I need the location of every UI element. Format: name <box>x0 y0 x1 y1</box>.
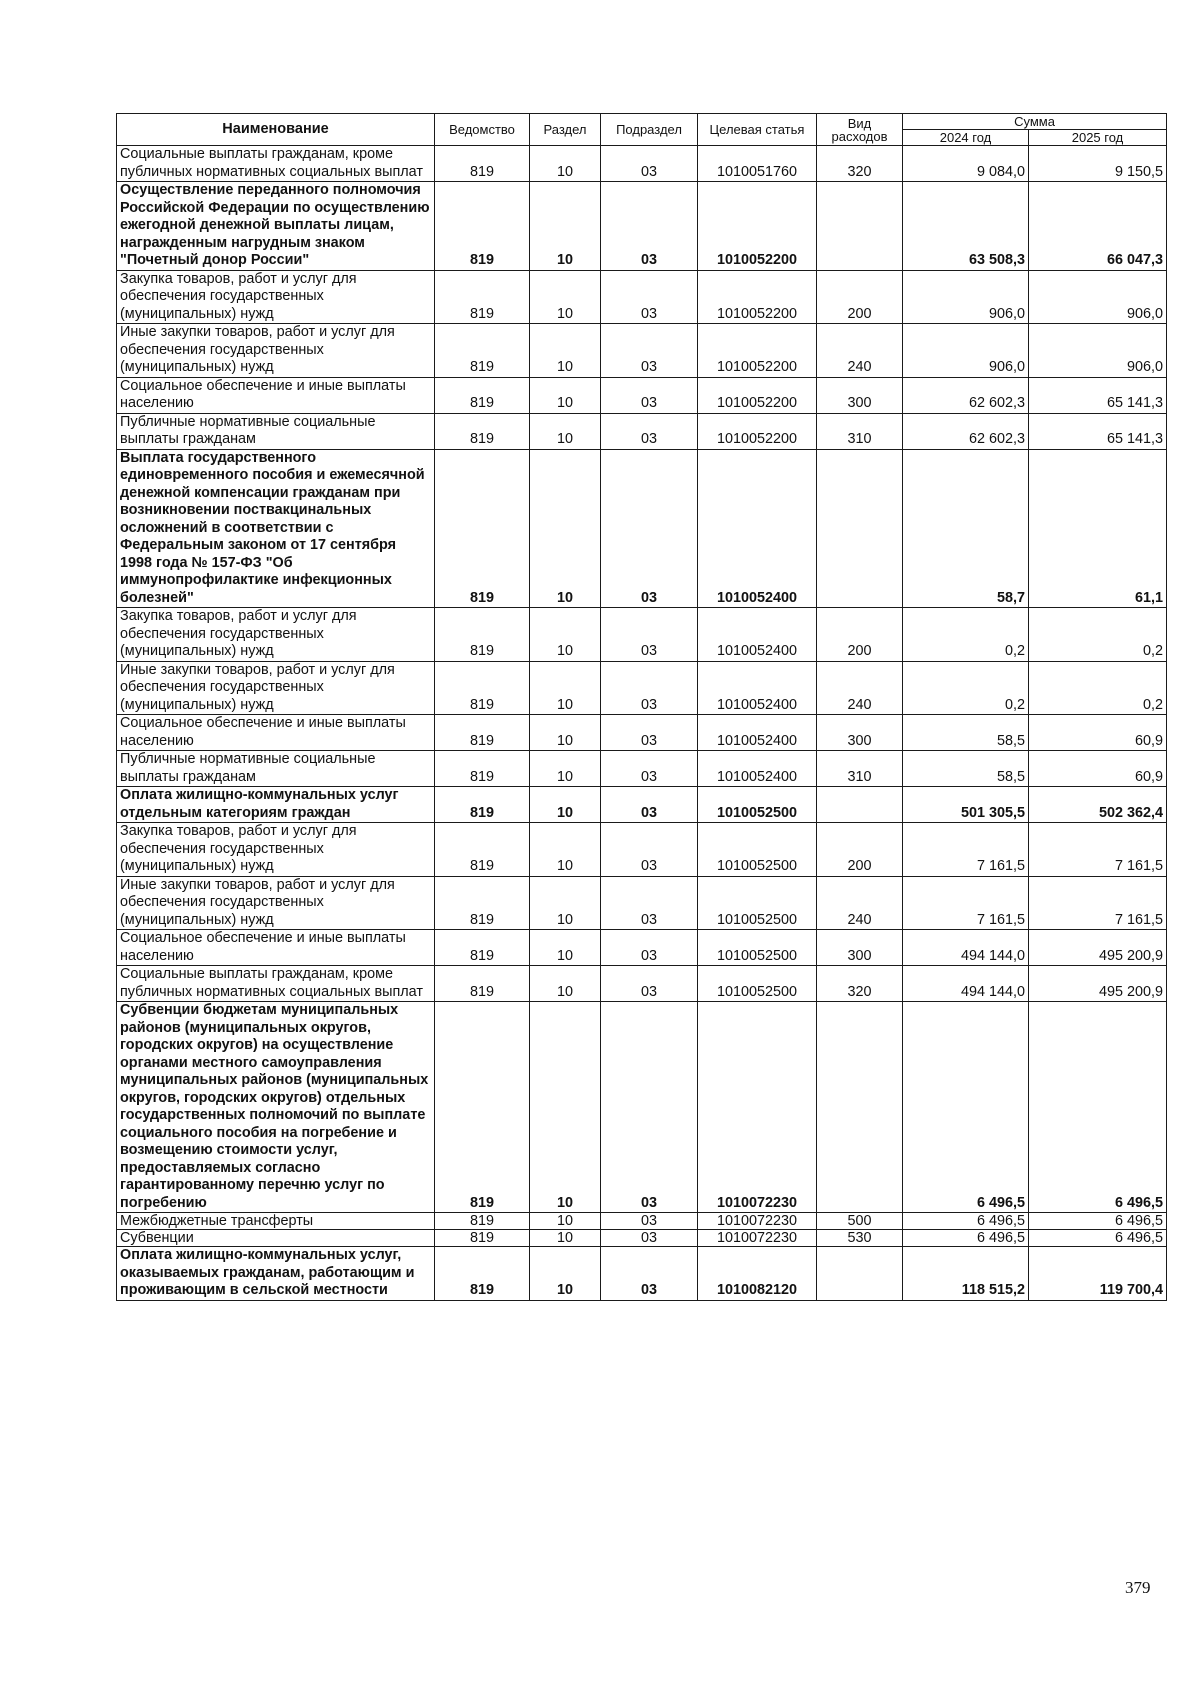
row-sum-2025: 495 200,9 <box>1029 966 1167 1002</box>
row-razdel: 10 <box>530 324 601 378</box>
row-name: Закупка товаров, работ и услуг для обеспечения государственных (муниципальных) нужд <box>117 608 435 662</box>
row-sum-2024: 62 602,3 <box>903 377 1029 413</box>
row-vedomstvo: 819 <box>435 823 530 877</box>
row-name: Социальное обеспечение и иные выплаты населению <box>117 930 435 966</box>
row-podrazdel: 03 <box>601 715 698 751</box>
row-celevaya-statya: 1010052400 <box>698 608 817 662</box>
row-name: Публичные нормативные социальные выплаты гражданам <box>117 413 435 449</box>
row-razdel: 10 <box>530 751 601 787</box>
row-sum-2025: 9 150,5 <box>1029 146 1167 182</box>
row-razdel: 10 <box>530 377 601 413</box>
row-podrazdel: 03 <box>601 1247 698 1301</box>
col-header-razdel: Раздел <box>530 114 601 146</box>
row-vid-rashodov: 300 <box>817 377 903 413</box>
table-body <box>117 146 1167 1301</box>
row-sum-2024: 7 161,5 <box>903 823 1029 877</box>
row-razdel: 10 <box>530 966 601 1002</box>
table-row <box>117 930 1167 966</box>
row-name: Межбюджетные трансферты <box>117 1213 435 1230</box>
row-sum-2025: 119 700,4 <box>1029 1247 1167 1301</box>
row-celevaya-statya: 1010052400 <box>698 661 817 715</box>
row-podrazdel: 03 <box>601 377 698 413</box>
row-name: Социальные выплаты гражданам, кроме публичных нормативных социальных выплат <box>117 146 435 182</box>
row-sum-2025: 0,2 <box>1029 608 1167 662</box>
row-vedomstvo: 819 <box>435 787 530 823</box>
row-podrazdel: 03 <box>601 270 698 324</box>
row-razdel: 10 <box>530 1213 601 1230</box>
table-row <box>117 1213 1167 1230</box>
row-podrazdel: 03 <box>601 182 698 271</box>
row-celevaya-statya: 1010072230 <box>698 1002 817 1213</box>
row-sum-2025: 7 161,5 <box>1029 876 1167 930</box>
row-vid-rashodov: 320 <box>817 146 903 182</box>
row-name: Иные закупки товаров, работ и услуг для обеспечения государственных (муниципальных) нужд <box>117 661 435 715</box>
table-row <box>117 787 1167 823</box>
row-vid-rashodov: 240 <box>817 661 903 715</box>
row-vedomstvo: 819 <box>435 876 530 930</box>
row-sum-2025: 66 047,3 <box>1029 182 1167 271</box>
table-row <box>117 1002 1167 1213</box>
row-vid-rashodov: 310 <box>817 413 903 449</box>
row-vid-rashodov: 300 <box>817 715 903 751</box>
row-name: Социальное обеспечение и иные выплаты населению <box>117 377 435 413</box>
row-celevaya-statya: 1010052200 <box>698 270 817 324</box>
row-celevaya-statya: 1010052200 <box>698 377 817 413</box>
row-sum-2024: 9 084,0 <box>903 146 1029 182</box>
row-sum-2025: 906,0 <box>1029 270 1167 324</box>
row-vid-rashodov: 320 <box>817 966 903 1002</box>
row-vid-rashodov: 200 <box>817 608 903 662</box>
row-sum-2024: 0,2 <box>903 661 1029 715</box>
row-podrazdel: 03 <box>601 1230 698 1247</box>
row-name: Осуществление переданного полномочия Российской Федерации по осуществлению ежегодной денежной выплаты лицам, награжденным нагрудным знаком "Почетный донор России" <box>117 182 435 271</box>
row-celevaya-statya: 1010052400 <box>698 715 817 751</box>
row-vedomstvo: 819 <box>435 413 530 449</box>
row-sum-2025: 6 496,5 <box>1029 1002 1167 1213</box>
row-name: Иные закупки товаров, работ и услуг для обеспечения государственных (муниципальных) нужд <box>117 324 435 378</box>
table-row <box>117 1230 1167 1247</box>
row-name: Закупка товаров, работ и услуг для обеспечения государственных (муниципальных) нужд <box>117 823 435 877</box>
row-name: Социальное обеспечение и иные выплаты населению <box>117 715 435 751</box>
row-vid-rashodov: 310 <box>817 751 903 787</box>
row-name: Выплата государственного единовременного пособия и ежемесячной денежной компенсации гражданам при возникновении поствакцинальных осложнений в соответствии с Федеральным законом от 17 сентября 1998 года № 157-ФЗ "Об иммунопрофилактике инфекционных болезней" <box>117 449 435 608</box>
row-razdel: 10 <box>530 270 601 324</box>
table-row <box>117 449 1167 608</box>
row-podrazdel: 03 <box>601 324 698 378</box>
row-podrazdel: 03 <box>601 146 698 182</box>
row-razdel: 10 <box>530 413 601 449</box>
row-sum-2024: 494 144,0 <box>903 930 1029 966</box>
table-row <box>117 182 1167 271</box>
row-celevaya-statya: 1010082120 <box>698 1247 817 1301</box>
table-row <box>117 1247 1167 1301</box>
budget-table <box>116 113 1167 1301</box>
row-vid-rashodov <box>817 787 903 823</box>
row-razdel: 10 <box>530 823 601 877</box>
row-celevaya-statya: 1010051760 <box>698 146 817 182</box>
row-razdel: 10 <box>530 182 601 271</box>
row-vedomstvo: 819 <box>435 146 530 182</box>
row-razdel: 10 <box>530 1002 601 1213</box>
row-celevaya-statya: 1010052400 <box>698 449 817 608</box>
row-sum-2025: 0,2 <box>1029 661 1167 715</box>
table-row <box>117 715 1167 751</box>
row-sum-2024: 501 305,5 <box>903 787 1029 823</box>
col-header-2025: 2025 год <box>1029 130 1167 146</box>
col-header-vedomstvo: Ведомство <box>435 114 530 146</box>
row-razdel: 10 <box>530 715 601 751</box>
row-name: Закупка товаров, работ и услуг для обеспечения государственных (муниципальных) нужд <box>117 270 435 324</box>
col-header-summa: Сумма <box>903 114 1167 130</box>
row-podrazdel: 03 <box>601 876 698 930</box>
col-header-celevaya-statya: Целевая статья <box>698 114 817 146</box>
row-sum-2025: 495 200,9 <box>1029 930 1167 966</box>
row-podrazdel: 03 <box>601 966 698 1002</box>
row-vid-rashodov: 530 <box>817 1230 903 1247</box>
row-razdel: 10 <box>530 1230 601 1247</box>
row-sum-2024: 58,7 <box>903 449 1029 608</box>
row-vedomstvo: 819 <box>435 1247 530 1301</box>
row-vid-rashodov: 240 <box>817 324 903 378</box>
row-vedomstvo: 819 <box>435 966 530 1002</box>
row-sum-2024: 58,5 <box>903 715 1029 751</box>
row-vedomstvo: 819 <box>435 1230 530 1247</box>
row-sum-2024: 0,2 <box>903 608 1029 662</box>
col-header-podrazdel: Подраздел <box>601 114 698 146</box>
col-header-2024: 2024 год <box>903 130 1029 146</box>
row-vedomstvo: 819 <box>435 715 530 751</box>
row-name: Иные закупки товаров, работ и услуг для обеспечения государственных (муниципальных) нужд <box>117 876 435 930</box>
row-vid-rashodov: 200 <box>817 823 903 877</box>
row-vedomstvo: 819 <box>435 449 530 608</box>
row-vid-rashodov <box>817 449 903 608</box>
row-sum-2025: 6 496,5 <box>1029 1213 1167 1230</box>
table-row <box>117 413 1167 449</box>
row-podrazdel: 03 <box>601 1213 698 1230</box>
row-name: Публичные нормативные социальные выплаты гражданам <box>117 751 435 787</box>
row-name: Субвенции бюджетам муниципальных районов (муниципальных округов, городских округов) на осуществление органами местного самоуправления муниципальных районов (муниципальных округов, городских округов) отдельных государственных полномочий по выплате социального пособия на погребение и возмещению стоимости услуг, предоставляемых согласно гарантированному перечню услуг по погребению <box>117 1002 435 1213</box>
row-sum-2024: 7 161,5 <box>903 876 1029 930</box>
row-vid-rashodov <box>817 1247 903 1301</box>
row-name: Оплата жилищно-коммунальных услуг, оказываемых гражданам, работающим и проживающим в сельской местности <box>117 1247 435 1301</box>
row-vedomstvo: 819 <box>435 1002 530 1213</box>
row-sum-2025: 7 161,5 <box>1029 823 1167 877</box>
table-row <box>117 876 1167 930</box>
row-vid-rashodov <box>817 182 903 271</box>
row-sum-2025: 61,1 <box>1029 449 1167 608</box>
row-razdel: 10 <box>530 146 601 182</box>
row-sum-2024: 6 496,5 <box>903 1230 1029 1247</box>
row-razdel: 10 <box>530 1247 601 1301</box>
row-sum-2025: 65 141,3 <box>1029 377 1167 413</box>
table-row <box>117 324 1167 378</box>
table-row <box>117 966 1167 1002</box>
row-celevaya-statya: 1010052500 <box>698 787 817 823</box>
row-razdel: 10 <box>530 930 601 966</box>
row-vedomstvo: 819 <box>435 1213 530 1230</box>
row-celevaya-statya: 1010052500 <box>698 930 817 966</box>
row-sum-2024: 118 515,2 <box>903 1247 1029 1301</box>
row-sum-2025: 60,9 <box>1029 751 1167 787</box>
row-sum-2024: 58,5 <box>903 751 1029 787</box>
table-row <box>117 146 1167 182</box>
row-sum-2024: 906,0 <box>903 324 1029 378</box>
row-vid-rashodov: 500 <box>817 1213 903 1230</box>
table-row <box>117 608 1167 662</box>
row-sum-2024: 63 508,3 <box>903 182 1029 271</box>
row-celevaya-statya: 1010052500 <box>698 876 817 930</box>
row-sum-2025: 906,0 <box>1029 324 1167 378</box>
col-header-name: Наименование <box>117 114 435 146</box>
row-vedomstvo: 819 <box>435 608 530 662</box>
table-row <box>117 823 1167 877</box>
table-row <box>117 270 1167 324</box>
row-podrazdel: 03 <box>601 751 698 787</box>
row-razdel: 10 <box>530 449 601 608</box>
row-vid-rashodov: 300 <box>817 930 903 966</box>
row-celevaya-statya: 1010052500 <box>698 823 817 877</box>
page-number: 379 <box>1125 1578 1151 1597</box>
row-sum-2025: 502 362,4 <box>1029 787 1167 823</box>
row-razdel: 10 <box>530 876 601 930</box>
col-header-vid-rashodov: Вид расходов <box>817 114 903 146</box>
row-celevaya-statya: 1010072230 <box>698 1230 817 1247</box>
row-vedomstvo: 819 <box>435 270 530 324</box>
table-row <box>117 377 1167 413</box>
row-vedomstvo: 819 <box>435 930 530 966</box>
row-sum-2024: 6 496,5 <box>903 1002 1029 1213</box>
row-vid-rashodov: 240 <box>817 876 903 930</box>
table-row <box>117 661 1167 715</box>
table-row <box>117 751 1167 787</box>
row-celevaya-statya: 1010052400 <box>698 751 817 787</box>
row-sum-2024: 6 496,5 <box>903 1213 1029 1230</box>
row-celevaya-statya: 1010072230 <box>698 1213 817 1230</box>
row-podrazdel: 03 <box>601 823 698 877</box>
row-celevaya-statya: 1010052500 <box>698 966 817 1002</box>
row-vedomstvo: 819 <box>435 324 530 378</box>
row-name: Оплата жилищно-коммунальных услуг отдельным категориям граждан <box>117 787 435 823</box>
row-razdel: 10 <box>530 608 601 662</box>
row-celevaya-statya: 1010052200 <box>698 413 817 449</box>
row-name: Социальные выплаты гражданам, кроме публичных нормативных социальных выплат <box>117 966 435 1002</box>
row-razdel: 10 <box>530 661 601 715</box>
row-vid-rashodov: 200 <box>817 270 903 324</box>
row-vedomstvo: 819 <box>435 182 530 271</box>
row-razdel: 10 <box>530 787 601 823</box>
row-podrazdel: 03 <box>601 661 698 715</box>
row-vedomstvo: 819 <box>435 661 530 715</box>
row-sum-2024: 494 144,0 <box>903 966 1029 1002</box>
row-vedomstvo: 819 <box>435 377 530 413</box>
row-vid-rashodov <box>817 1002 903 1213</box>
row-podrazdel: 03 <box>601 449 698 608</box>
row-sum-2025: 6 496,5 <box>1029 1230 1167 1247</box>
row-vedomstvo: 819 <box>435 751 530 787</box>
row-name: Субвенции <box>117 1230 435 1247</box>
row-sum-2025: 65 141,3 <box>1029 413 1167 449</box>
row-podrazdel: 03 <box>601 787 698 823</box>
row-podrazdel: 03 <box>601 413 698 449</box>
row-podrazdel: 03 <box>601 1002 698 1213</box>
row-sum-2025: 60,9 <box>1029 715 1167 751</box>
row-sum-2024: 906,0 <box>903 270 1029 324</box>
row-sum-2024: 62 602,3 <box>903 413 1029 449</box>
row-podrazdel: 03 <box>601 608 698 662</box>
row-celevaya-statya: 1010052200 <box>698 182 817 271</box>
row-podrazdel: 03 <box>601 930 698 966</box>
row-celevaya-statya: 1010052200 <box>698 324 817 378</box>
